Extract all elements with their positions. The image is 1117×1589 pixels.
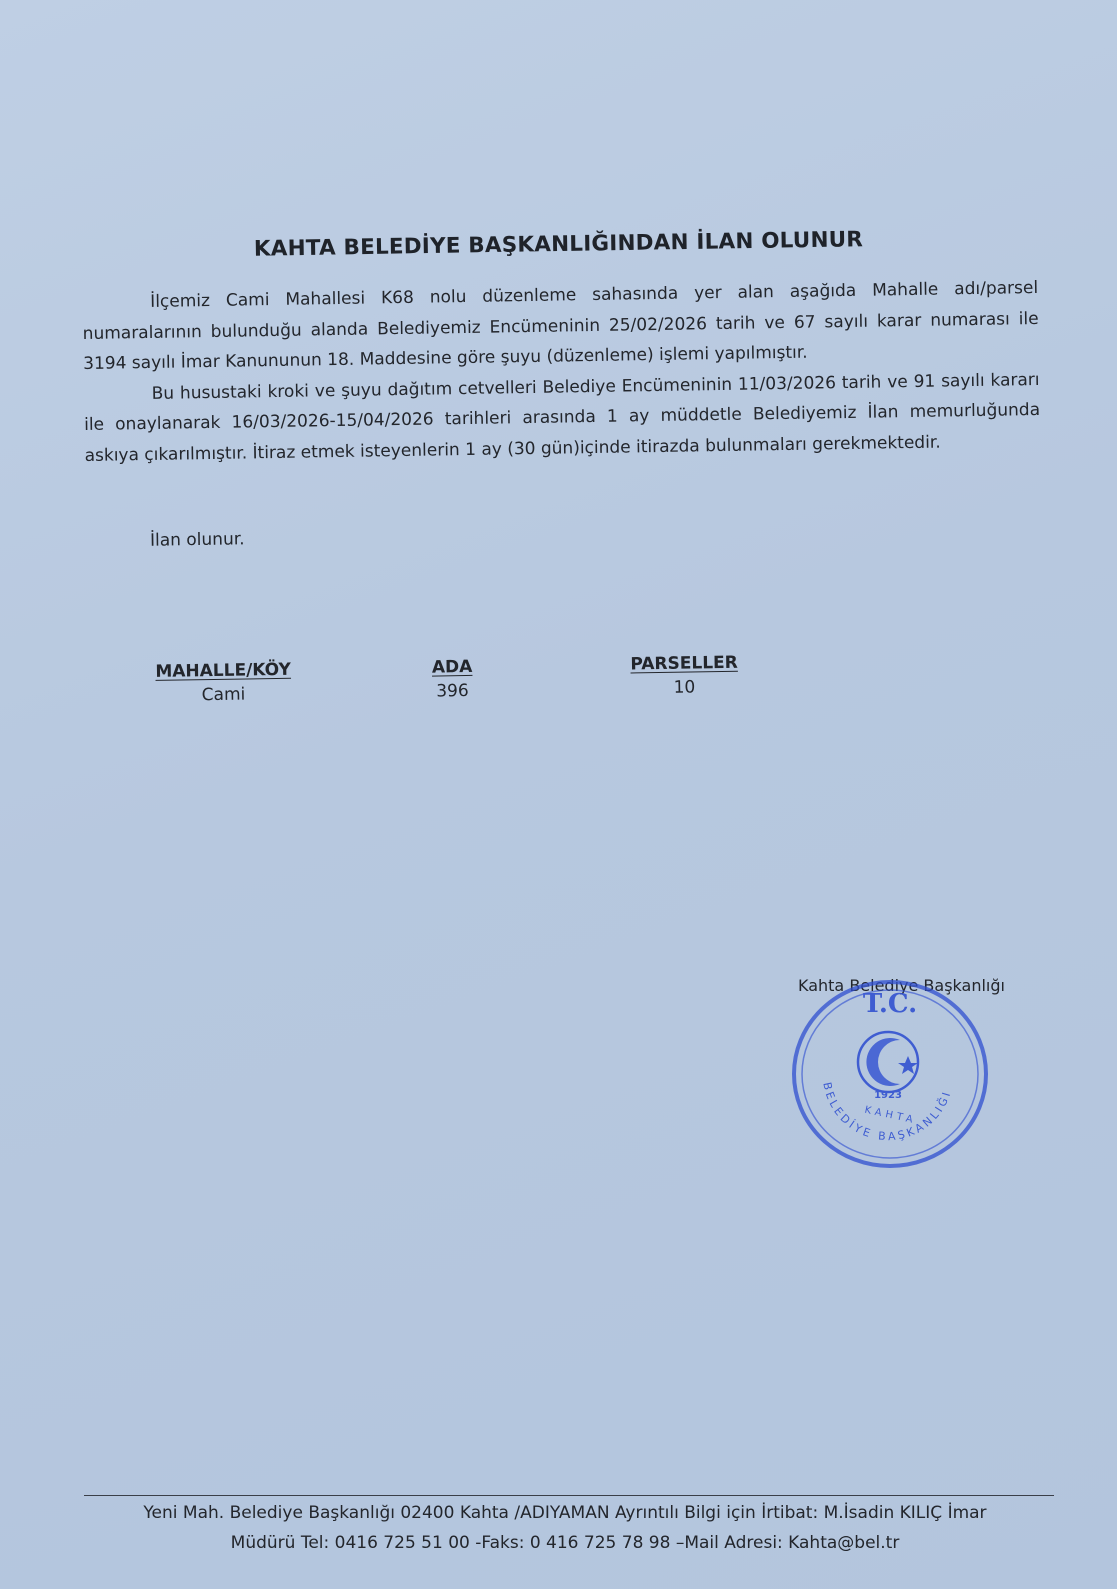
parcel-table [150,652,771,732]
table-cell-ada: 396 [436,680,469,702]
seal-year-text: 1923 [874,1090,902,1101]
table-header-mahalle: MAHALLE/KÖY [155,659,292,682]
table-cell-parseller: 10 [673,677,696,698]
table-header-ada: ADA [431,656,473,678]
seal-top-text: T.C. [862,989,918,1019]
document-body [82,273,1041,471]
table-column-ada [412,657,493,702]
table-column-mahalle [150,660,297,706]
footer-divider [84,1495,1054,1496]
paragraph-1: İlçemiz Cami Mahallesi K68 nolu düzenleme sahasında yer alan aşağıda Mahalle adı/parsel numaralarının bulunduğu alanda Belediyemiz Encümeninin 25/02/2026 tarih ve 67 sayılı karar numarası ile 3194 sayılı İmar Kanununun 18. Maddesine göre şuyu (düzenleme) işlemi yapılmıştır. [82,277,1039,374]
document-title: KAHTA BELEDİYE BAŞKANLIĞINDAN İLAN OLUNUR [253,227,864,262]
table-column-parseller [628,653,741,699]
seal-inner-text: KAHTA [863,1104,918,1127]
footer-contact-line: Müdürü Tel: 0416 725 51 00 -Faks: 0 416 725 78 98 –Mail Adresi: Kahta@bel.tr [230,1533,900,1553]
table-cell-mahalle: Cami [201,684,246,706]
seal-ring-text: BELEDİYE BAŞKANLIĞI [820,1081,954,1144]
closing-text: İlan olunur. [149,529,245,551]
official-seal-stamp [778,970,998,1180]
footer-address-line: Yeni Mah. Belediye Başkanlığı 02400 Kahta /ADIYAMAN Ayrıntılı Bilgi için İrtibat: M.İsadin KILIÇ İmar [143,1503,987,1523]
signer-name: Kahta Belediye Başkanlığı [798,976,1005,995]
paragraph-2: Bu husustaki kroki ve şuyu dağıtım cetvelleri Belediye Encümeninin 11/03/2026 tarih ve 91 sayılı kararı ile onaylanarak 16/03/2026-15/04/2026 tarihleri arasında 1 ay müddetle Belediyemiz İlan memurluğunda askıya çıkarılmıştır. İtiraz etmek isteyenlerin 1 ay (30 gün)içinde itirazda bulunmaları gerekmektedir. [83,369,1041,466]
table-header-parseller: PARSELLER [630,652,738,675]
